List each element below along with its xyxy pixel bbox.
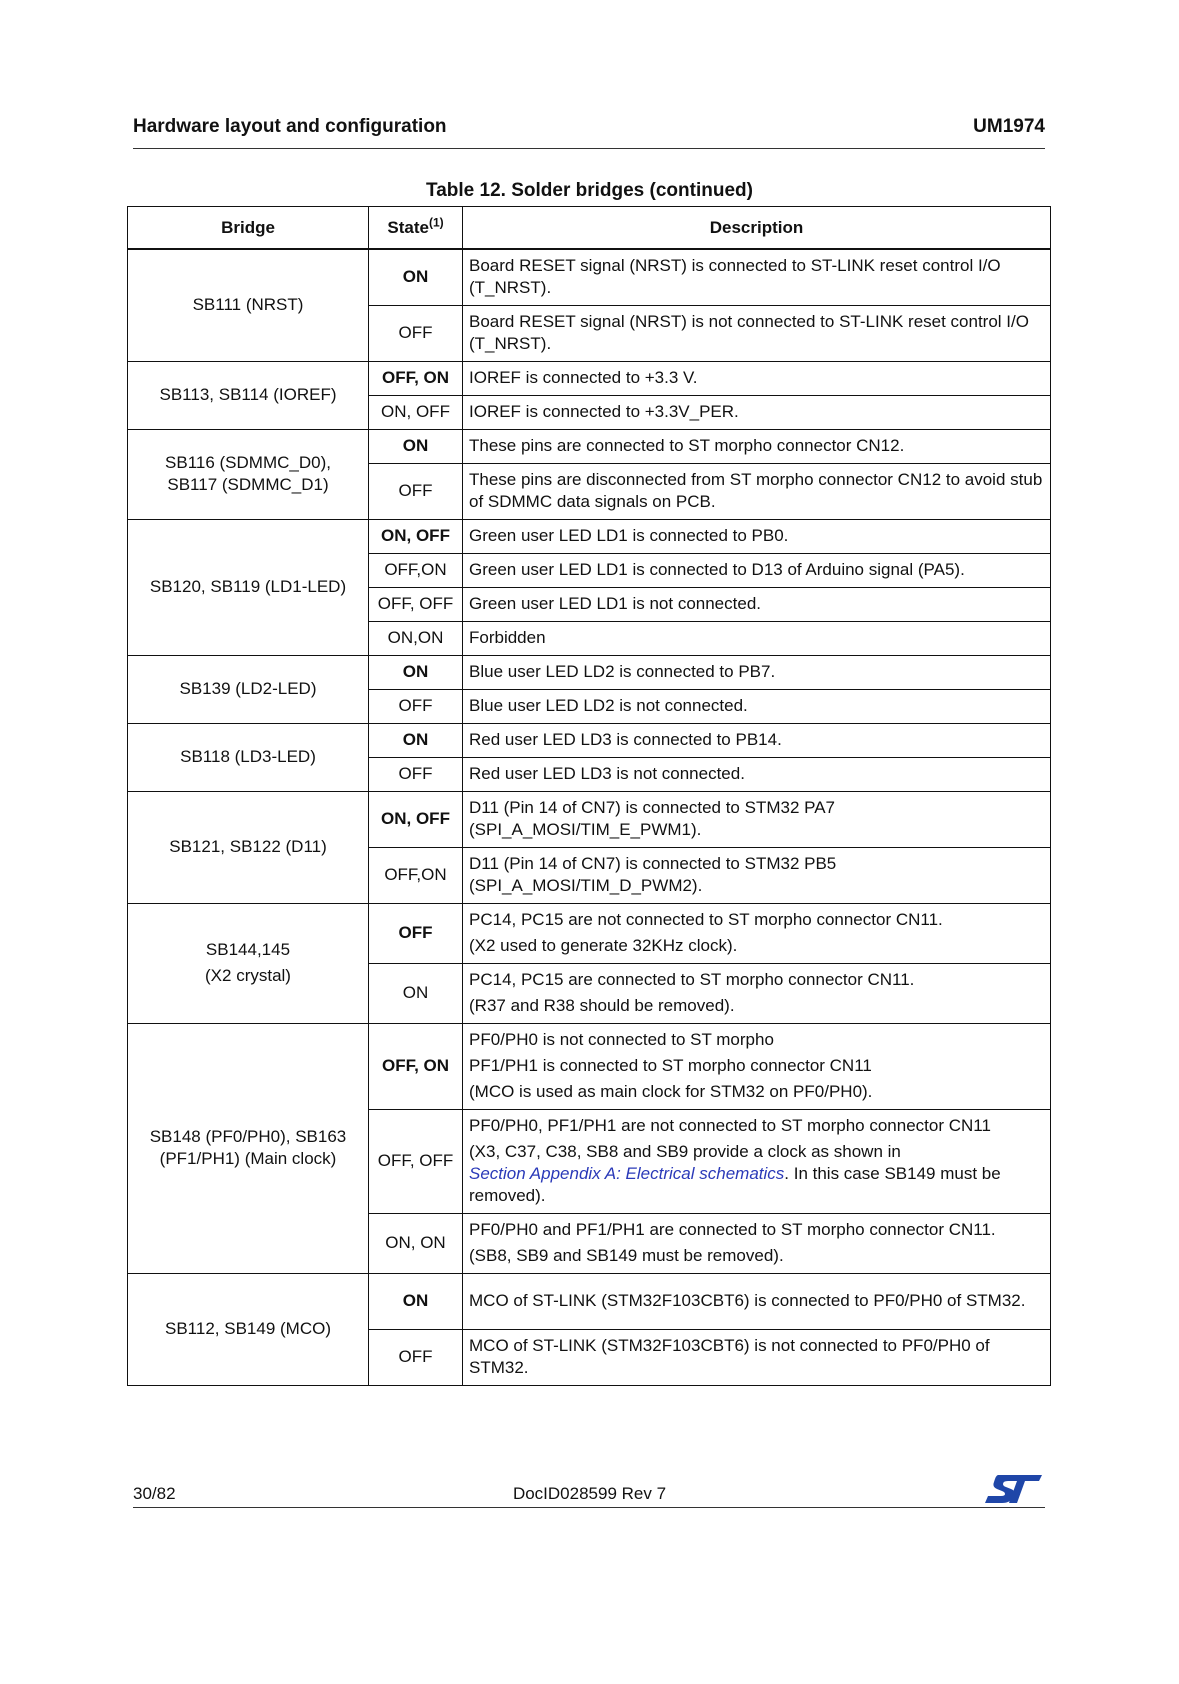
description-cell: These pins are disconnected from ST morpho connector CN12 to avoid stub of SDMMC data signals on PCB. xyxy=(463,463,1051,519)
header-rule xyxy=(133,148,1045,149)
description-text: . In this case SB149 must be removed). xyxy=(469,1164,1001,1205)
description-cell: Blue user LED LD2 is connected to PB7. xyxy=(463,655,1051,689)
bridge-cell: SB139 (LD2-LED) xyxy=(128,655,369,723)
state-cell: OFF,ON xyxy=(369,553,463,587)
bridge-cell: SB111 (NRST) xyxy=(128,249,369,361)
description-line: PF0/PH0, PF1/PH1 are not connected to ST morpho connector CN11 xyxy=(469,1116,991,1135)
description-line: (X3, C37, C38, SB8 and SB9 provide a clock as shown in xyxy=(469,1142,901,1161)
description-line xyxy=(469,1163,1044,1207)
description-cell: Blue user LED LD2 is not connected. xyxy=(463,689,1051,723)
description-cell xyxy=(463,1213,1051,1273)
description-line: PF1/PH1 is connected to ST morpho connector CN11 xyxy=(469,1056,872,1075)
table-row xyxy=(128,361,1051,395)
description-cell: IOREF is connected to +3.3V_PER. xyxy=(463,395,1051,429)
state-cell: ON xyxy=(369,963,463,1023)
column-header-bridge: Bridge xyxy=(128,207,369,250)
description-line: (X2 used to generate 32KHz clock). xyxy=(469,936,738,955)
bridge-cell: SB121, SB122 (D11) xyxy=(128,791,369,903)
state-cell: OFF xyxy=(369,463,463,519)
state-cell: OFF, ON xyxy=(369,1023,463,1109)
description-line: D11 (Pin 14 of CN7) is connected to STM32 PA7 xyxy=(469,798,835,817)
bridge-cell: SB120, SB119 (LD1-LED) xyxy=(128,519,369,655)
description-line: PC14, PC15 are not connected to ST morpho connector CN11. xyxy=(469,910,943,929)
description-line: D11 (Pin 14 of CN7) is connected to STM32 PB5 xyxy=(469,854,837,873)
footer-rule xyxy=(133,1507,1045,1508)
state-cell: ON xyxy=(369,723,463,757)
description-line: (SPI_A_MOSI/TIM_D_PWM2). xyxy=(469,876,703,895)
description-cell xyxy=(463,847,1051,903)
table-row xyxy=(128,519,1051,553)
state-cell: ON, OFF xyxy=(369,395,463,429)
bridge-line: (PF1/PH1) (Main clock) xyxy=(159,1149,337,1168)
description-line: (SPI_A_MOSI/TIM_E_PWM1). xyxy=(469,820,702,839)
state-cell: OFF xyxy=(369,1329,463,1385)
table-row xyxy=(128,791,1051,847)
description-cell: MCO of ST-LINK (STM32F103CBT6) is not connected to PF0/PH0 of STM32. xyxy=(463,1329,1051,1385)
state-cell: ON xyxy=(369,249,463,305)
bridge-line: (X2 crystal) xyxy=(205,966,291,985)
table-row xyxy=(128,903,1051,963)
state-cell: OFF,ON xyxy=(369,847,463,903)
bridge-line: SB117 (SDMMC_D1) xyxy=(167,475,329,494)
state-cell: OFF, ON xyxy=(369,361,463,395)
description-cell: Board RESET signal (NRST) is not connected to ST-LINK reset control I/O (T_NRST). xyxy=(463,305,1051,361)
table-header-row xyxy=(128,207,1051,250)
description-cell: MCO of ST-LINK (STM32F103CBT6) is connected to PF0/PH0 of STM32. xyxy=(463,1273,1051,1329)
header-doc-code: UM1974 xyxy=(973,116,1045,137)
table-row xyxy=(128,1023,1051,1109)
state-cell: ON xyxy=(369,1273,463,1329)
description-line: (R37 and R38 should be removed). xyxy=(469,996,735,1015)
table-caption: Table 12. Solder bridges (continued) xyxy=(426,180,753,201)
state-footnote-ref: (1) xyxy=(428,214,444,229)
state-cell: OFF, OFF xyxy=(369,587,463,621)
column-header-description: Description xyxy=(463,207,1051,250)
footer-page-number: 30/82 xyxy=(133,1484,176,1503)
description-cell xyxy=(463,903,1051,963)
bridge-line: SB116 (SDMMC_D0), xyxy=(165,453,331,472)
table-row xyxy=(128,249,1051,305)
description-cell: Board RESET signal (NRST) is connected to ST-LINK reset control I/O (T_NRST). xyxy=(463,249,1051,305)
state-cell: ON, OFF xyxy=(369,519,463,553)
bridge-line: SB148 (PF0/PH0), SB163 xyxy=(149,1127,347,1146)
description-line: (MCO is used as main clock for STM32 on PF0/PH0). xyxy=(469,1082,873,1101)
description-line: (SB8, SB9 and SB149 must be removed). xyxy=(469,1246,784,1265)
description-line: PF0/PH0 and PF1/PH1 are connected to ST morpho connector CN11. xyxy=(469,1220,996,1239)
table-row xyxy=(128,429,1051,463)
state-cell: ON,ON xyxy=(369,621,463,655)
bridge-cell xyxy=(128,429,369,519)
table-row xyxy=(128,655,1051,689)
bridge-cell: SB113, SB114 (IOREF) xyxy=(128,361,369,429)
state-cell: OFF xyxy=(369,305,463,361)
state-label: State xyxy=(387,217,429,237)
appendix-a-link[interactable]: Section Appendix A: Electrical schematics xyxy=(469,1164,785,1183)
description-cell: IOREF is connected to +3.3 V. xyxy=(463,361,1051,395)
state-cell: OFF xyxy=(369,689,463,723)
description-cell: These pins are connected to ST morpho connector CN12. xyxy=(463,429,1051,463)
description-cell xyxy=(463,1109,1051,1213)
state-cell: OFF, OFF xyxy=(369,1109,463,1213)
state-cell: ON, ON xyxy=(369,1213,463,1273)
description-cell: Green user LED LD1 is not connected. xyxy=(463,587,1051,621)
description-cell xyxy=(463,963,1051,1023)
description-cell xyxy=(463,1023,1051,1109)
description-line: PF0/PH0 is not connected to ST morpho xyxy=(469,1030,774,1049)
description-cell xyxy=(463,791,1051,847)
bridge-line: SB144,145 xyxy=(205,940,291,959)
header-section-title: Hardware layout and configuration xyxy=(133,116,447,137)
solder-bridges-table xyxy=(127,206,1051,1386)
state-cell: OFF xyxy=(369,757,463,791)
bridge-cell: SB112, SB149 (MCO) xyxy=(128,1273,369,1385)
bridge-cell xyxy=(128,1023,369,1273)
description-cell: Green user LED LD1 is connected to D13 of Arduino signal (PA5). xyxy=(463,553,1051,587)
bridge-cell: SB118 (LD3-LED) xyxy=(128,723,369,791)
description-cell: Forbidden xyxy=(463,621,1051,655)
description-cell: Red user LED LD3 is connected to PB14. xyxy=(463,723,1051,757)
state-cell: OFF xyxy=(369,903,463,963)
state-cell: ON, OFF xyxy=(369,791,463,847)
description-cell: Green user LED LD1 is connected to PB0. xyxy=(463,519,1051,553)
bridge-cell xyxy=(128,903,369,1023)
description-cell: Red user LED LD3 is not connected. xyxy=(463,757,1051,791)
description-line: PC14, PC15 are connected to ST morpho connector CN11. xyxy=(469,970,915,989)
state-cell: ON xyxy=(369,429,463,463)
table-row xyxy=(128,1273,1051,1329)
footer-doc-id: DocID028599 Rev 7 xyxy=(512,1484,667,1503)
state-cell: ON xyxy=(369,655,463,689)
table-row xyxy=(128,723,1051,757)
column-header-state xyxy=(369,207,463,250)
st-logo-icon xyxy=(984,1474,1042,1504)
